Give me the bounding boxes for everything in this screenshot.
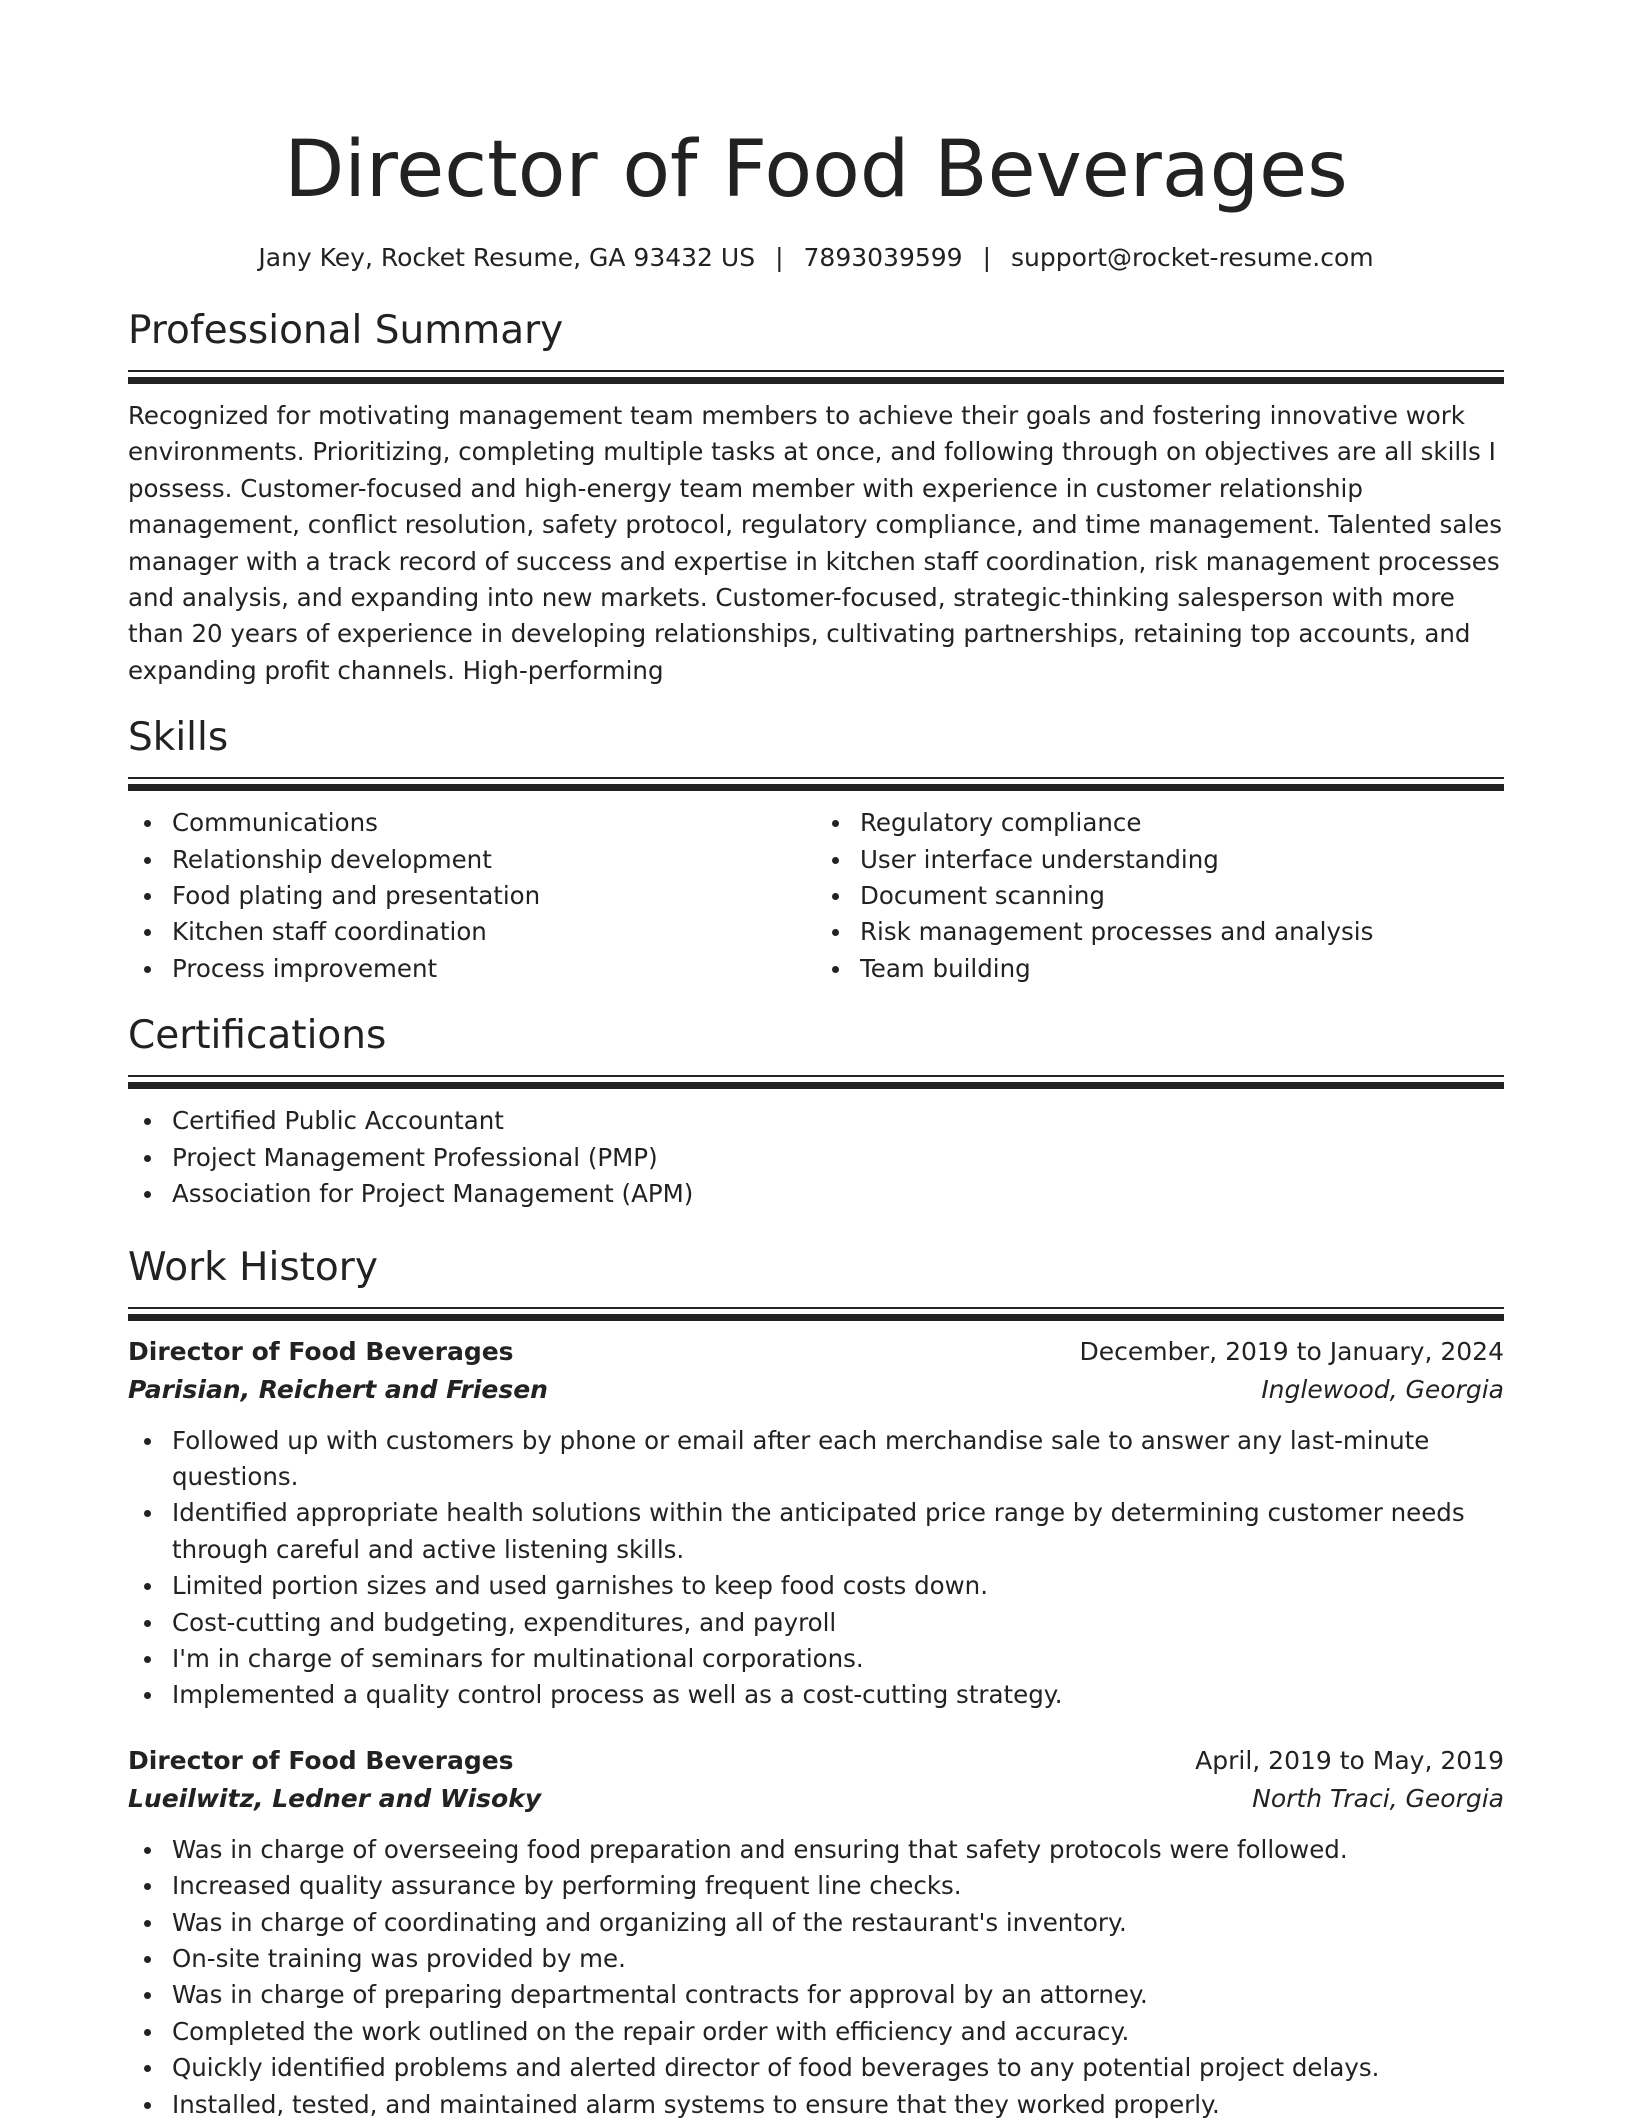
- skill-item: Food plating and presentation: [172, 878, 816, 914]
- job-header-row: [128, 1333, 1504, 1371]
- skill-item: Communications: [172, 805, 816, 841]
- work-history-heading: Work History: [128, 1241, 1504, 1295]
- job-title: Director of Food Beverages: [128, 1333, 514, 1371]
- job-company: Parisian, Reichert and Friesen: [128, 1371, 548, 1409]
- certifications-heading: Certifications: [128, 1009, 1504, 1063]
- job-bullets: [128, 1423, 1504, 1714]
- job-bullet: Cost-cutting and budgeting, expenditures, and payroll: [172, 1605, 1504, 1641]
- job-dates: April, 2019 to May, 2019: [1195, 1742, 1504, 1780]
- skill-item: Relationship development: [172, 842, 816, 878]
- resume-title: Director of Food Beverages: [128, 0, 1504, 222]
- job-bullet: I'm in charge of seminars for multinational corporations.: [172, 1641, 1504, 1677]
- job-header-row: [128, 1742, 1504, 1780]
- job-company: Lueilwitz, Ledner and Wisoky: [128, 1780, 541, 1818]
- job-location: North Traci, Georgia: [1252, 1780, 1504, 1818]
- job-bullet: Limited portion sizes and used garnishes to keep food costs down.: [172, 1568, 1504, 1604]
- job-location: Inglewood, Georgia: [1261, 1371, 1504, 1409]
- job-bullet: Identified appropriate health solutions within the anticipated price range by determining customer needs through careful and active listening skills.: [172, 1495, 1504, 1568]
- section-divider: [128, 1075, 1504, 1089]
- job-dates: December, 2019 to January, 2024: [1080, 1333, 1504, 1371]
- section-divider: [128, 370, 1504, 384]
- job-bullet: On-site training was provided by me.: [172, 1941, 1504, 1977]
- certification-item: Association for Project Management (APM): [172, 1176, 1504, 1212]
- certifications-list: [128, 1103, 1504, 1212]
- skills-column-left: [128, 805, 816, 987]
- job-bullet: Was in charge of preparing departmental contracts for approval by an attorney.: [172, 1977, 1504, 2013]
- certification-item: Project Management Professional (PMP): [172, 1140, 1504, 1176]
- summary-section: [128, 304, 1504, 689]
- job-bullet: Followed up with customers by phone or email after each merchandise sale to answer any last-minute questions.: [172, 1423, 1504, 1496]
- skill-item: Process improvement: [172, 951, 816, 987]
- job-bullets: [128, 1832, 1504, 2123]
- job-bullet: Was in charge of overseeing food preparation and ensuring that safety protocols were followed.: [172, 1832, 1504, 1868]
- job-company-row: [128, 1371, 1504, 1409]
- job-entry: [128, 1742, 1504, 2123]
- section-divider: [128, 1307, 1504, 1321]
- job-bullet: Completed the work outlined on the repair order with efficiency and accuracy.: [172, 2014, 1504, 2050]
- contact-address: Jany Key, Rocket Resume, GA 93432 US: [258, 243, 755, 272]
- job-bullet: Quickly identified problems and alerted director of food beverages to any potential project delays.: [172, 2050, 1504, 2086]
- certifications-section: [128, 1009, 1504, 1212]
- contact-phone: 7893039599: [804, 243, 963, 272]
- job-bullet: Installed, tested, and maintained alarm systems to ensure that they worked properly.: [172, 2087, 1504, 2123]
- contact-email: support@rocket-resume.com: [1011, 243, 1374, 272]
- skills-heading: Skills: [128, 711, 1504, 765]
- contact-separator: |: [755, 243, 803, 272]
- job-bullet: Implemented a quality control process as well as a cost-cutting strategy.: [172, 1677, 1504, 1713]
- job-bullet: Was in charge of coordinating and organizing all of the restaurant's inventory.: [172, 1905, 1504, 1941]
- job-bullet: Increased quality assurance by performing frequent line checks.: [172, 1868, 1504, 1904]
- contact-line: [128, 240, 1504, 276]
- skill-item: Risk management processes and analysis: [860, 914, 1504, 950]
- skills-section: [128, 711, 1504, 987]
- skills-grid: [128, 805, 1504, 987]
- job-company-row: [128, 1780, 1504, 1818]
- skill-item: User interface understanding: [860, 842, 1504, 878]
- work-history-section: [128, 1241, 1504, 2123]
- skill-item: Regulatory compliance: [860, 805, 1504, 841]
- skills-column-right: [816, 805, 1504, 987]
- summary-text: Recognized for motivating management team members to achieve their goals and fostering innovative work environments. Prioritizing, completing multiple tasks at once, and following through on objectives are all skills I possess. Customer-focused and high-energy team member with experience in customer relationship management, conflict resolution, safety protocol, regulatory compliance, and time management. Talented sales manager with a track record of success and expertise in kitchen staff coordination, risk management processes and analysis, and expanding into new markets. Customer-focused, strategic-thinking salesperson with more than 20 years of experience in developing relationships, cultivating partnerships, retaining top accounts, and expanding profit channels. High-performing: [128, 398, 1504, 689]
- contact-separator: |: [963, 243, 1011, 272]
- summary-heading: Professional Summary: [128, 304, 1504, 358]
- certification-item: Certified Public Accountant: [172, 1103, 1504, 1139]
- section-divider: [128, 777, 1504, 791]
- job-entry: [128, 1333, 1504, 1714]
- job-title: Director of Food Beverages: [128, 1742, 514, 1780]
- skill-item: Team building: [860, 951, 1504, 987]
- skill-item: Document scanning: [860, 878, 1504, 914]
- skill-item: Kitchen staff coordination: [172, 914, 816, 950]
